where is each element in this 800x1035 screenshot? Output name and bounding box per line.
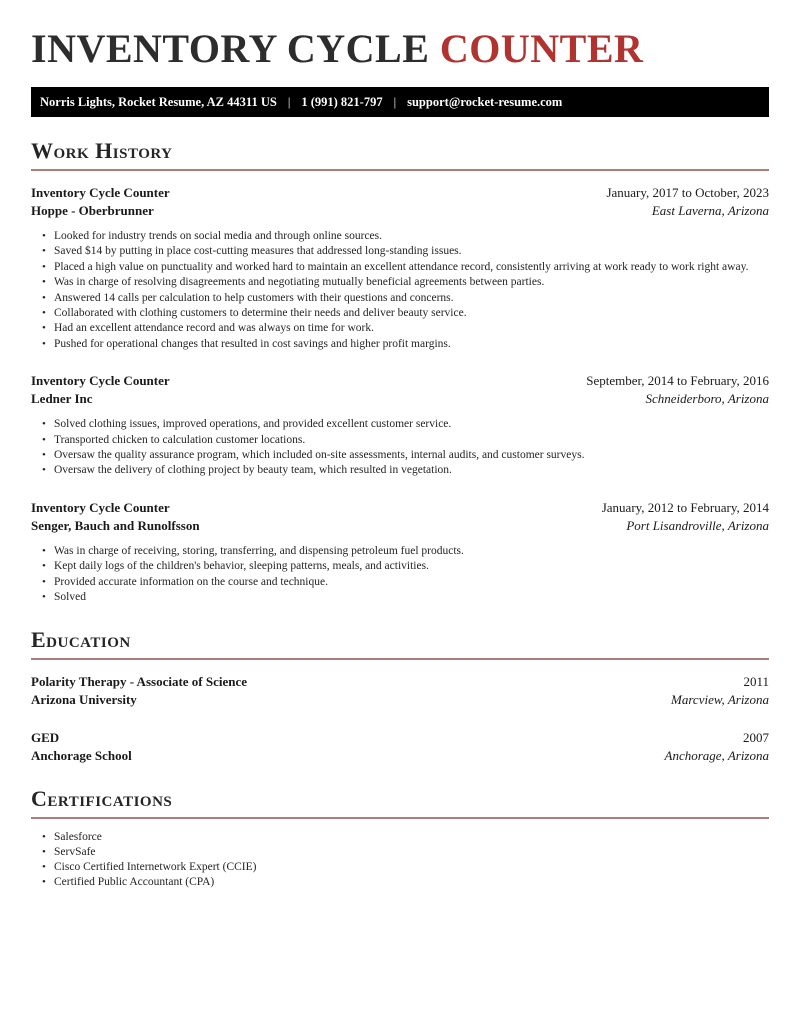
page-title-primary: INVENTORY CYCLE <box>31 26 440 71</box>
job-bullet-list <box>31 544 769 606</box>
education-school-row <box>31 691 769 709</box>
certification-item: • Cisco Certified Internetwork Expert (CCIE) <box>31 860 769 875</box>
job-dates: January, 2017 to October, 2023 <box>606 185 769 200</box>
job-company-row <box>31 390 769 408</box>
job-location: Schneiderboro, Arizona <box>645 391 769 407</box>
page-title-accent: COUNTER <box>439 26 644 71</box>
education-entry <box>31 716 769 765</box>
contact-separator: | <box>393 94 397 109</box>
job-company-row <box>31 517 769 535</box>
job-bullet: • Pushed for operational changes that resulted in cost savings and higher profit margins. <box>31 337 769 352</box>
job-entry <box>31 171 769 352</box>
job-title-row <box>31 184 769 202</box>
job-bullet-list <box>31 417 769 479</box>
job-entry <box>31 359 769 479</box>
job-title: Inventory Cycle Counter <box>31 185 170 200</box>
job-title-row <box>31 499 769 517</box>
job-bullet: • Looked for industry trends on social media and through online sources. <box>31 229 769 244</box>
education-degree-row <box>31 729 769 747</box>
section-divider <box>31 817 769 819</box>
job-bullet: • Collaborated with clothing customers to determine their needs and deliver beauty service. <box>31 306 769 321</box>
education-school: Anchorage School <box>31 747 132 763</box>
education-degree-row <box>31 673 769 691</box>
contact-separator: | <box>287 94 291 109</box>
job-bullet: • Kept daily logs of the children's behavior, sleeping patterns, meals, and activities. <box>31 559 769 574</box>
education-degree: Polarity Therapy - Associate of Science <box>31 673 248 689</box>
job-entry <box>31 486 769 606</box>
certification-list <box>31 830 769 890</box>
education-heading: Education <box>31 626 131 652</box>
page-title <box>31 28 769 70</box>
job-location: Port Lisandroville, Arizona <box>626 517 769 533</box>
contact-bar <box>31 87 769 117</box>
education-school: Arizona University <box>31 691 137 707</box>
job-bullet: • Was in charge of receiving, storing, transferring, and dispensing petroleum fuel products. <box>31 544 769 559</box>
job-dates: September, 2014 to February, 2016 <box>586 373 769 389</box>
certification-item: • Salesforce <box>31 830 769 845</box>
certification-item: • ServSafe <box>31 845 769 860</box>
job-bullet: • Oversaw the delivery of clothing project by beauty team, which resulted in vegetation. <box>31 463 769 478</box>
job-bullet: • Transported chicken to calculation customer locations. <box>31 433 769 448</box>
education-year: 2007 <box>743 729 769 745</box>
job-bullet: • Placed a high value on punctuality and worked hard to maintain an excellent attendance record, consistently arriving at work ready to work right away. <box>31 260 769 275</box>
job-bullet: • Saved $14 by putting in place cost-cutting measures that addressed long-standing issues. <box>31 244 769 259</box>
job-bullet: • Solved clothing issues, improved operations, and provided excellent customer service. <box>31 417 769 432</box>
job-company: Hoppe - Oberbrunner <box>31 203 154 218</box>
job-bullet: • Was in charge of resolving disagreements and negotiating mutually beneficial agreements between parties. <box>31 275 769 290</box>
job-company: Senger, Bauch and Runolfsson <box>31 517 200 533</box>
job-bullet: • Had an excellent attendance record and was always on time for work. <box>31 321 769 336</box>
job-bullet: • Answered 14 calls per calculation to help customers with their questions and concerns. <box>31 291 769 306</box>
section-education <box>31 626 769 765</box>
education-location: Anchorage, Arizona <box>664 747 769 763</box>
job-bullet: • Oversaw the quality assurance program, which included on-site assessments, internal audits, and customer surveys. <box>31 448 769 463</box>
education-school-row <box>31 747 769 765</box>
job-location: East Laverna, Arizona <box>651 203 769 218</box>
education-year: 2011 <box>743 673 769 689</box>
certifications-heading: Certifications <box>31 785 173 811</box>
job-title: Inventory Cycle Counter <box>31 499 170 515</box>
education-degree: GED <box>31 729 60 745</box>
job-dates: January, 2012 to February, 2014 <box>601 499 769 515</box>
section-certifications <box>31 785 769 890</box>
job-title: Inventory Cycle Counter <box>31 373 170 389</box>
contact-address: Norris Lights, Rocket Resume, AZ 44311 US <box>40 94 277 109</box>
job-bullet: • Solved <box>31 590 769 605</box>
job-company: Ledner Inc <box>31 391 93 407</box>
job-bullet-list <box>31 229 769 352</box>
job-bullet: • Provided accurate information on the course and technique. <box>31 575 769 590</box>
job-company-row <box>31 202 769 220</box>
contact-phone: 1 (991) 821-797 <box>301 94 383 109</box>
job-title-row <box>31 372 769 390</box>
education-location: Marcview, Arizona <box>671 691 769 707</box>
section-work-history <box>31 140 769 606</box>
contact-email: support@rocket-resume.com <box>407 94 563 109</box>
certification-item: • Certified Public Accountant (CPA) <box>31 875 769 890</box>
education-entry <box>31 660 769 709</box>
work-history-heading: Work History <box>31 138 173 163</box>
